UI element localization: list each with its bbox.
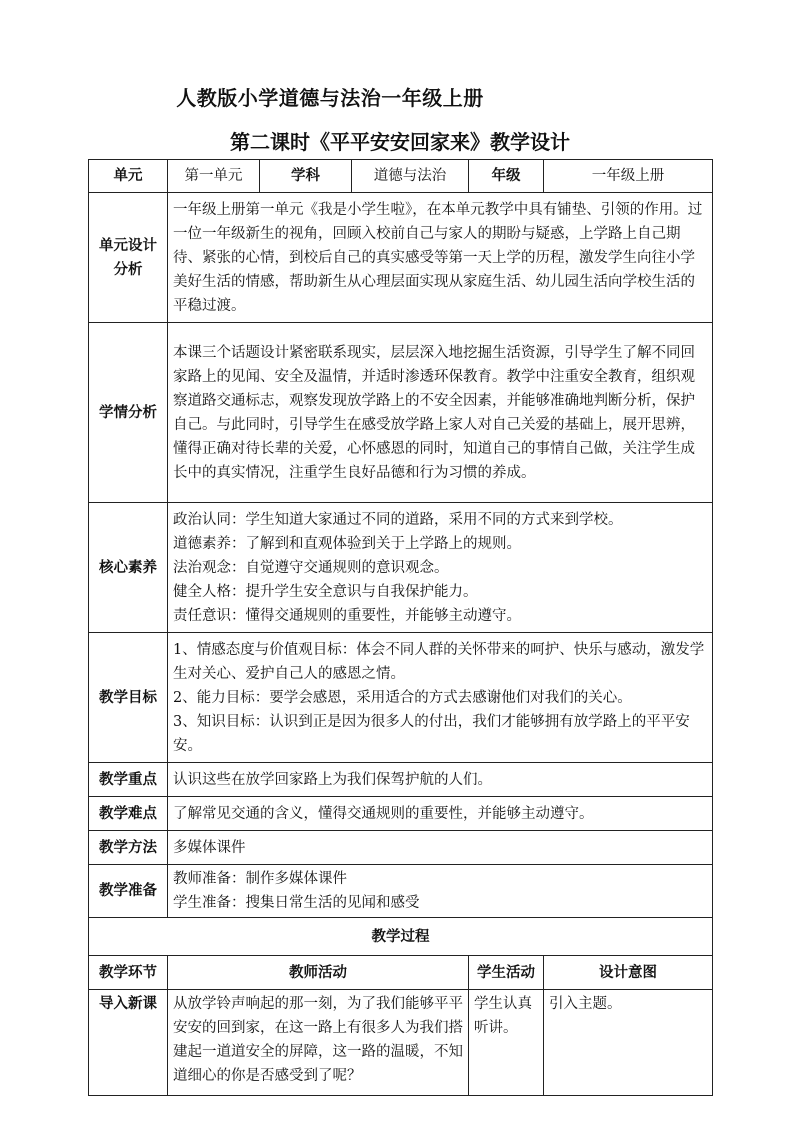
row-content [168,865,713,918]
process-row [89,990,713,1096]
row-label: 教学准备 [89,865,168,918]
row-line: 认识这些在放学回家路上为我们保驾护航的人们。 [173,771,492,788]
process-student: 学生认真听讲。 [469,990,544,1096]
grade-value: 一年级上册 [544,160,713,193]
unit-design-row [89,193,713,323]
row-line: 政治认同：学生知道大家通过不同的道路，采用不同的方式来到学校。 [173,511,623,528]
row-line: 道德素养：了解到和直观体验到关于上学路上的规则。 [173,535,521,552]
row-content [168,193,713,323]
process-teacher: 从放学铃声响起的那一刻，为了我们能够平平安安的回到家，在这一路上有很多人为我们搭建起一道道安全的屏障，这一路的温暖，不知道细心的你是否感受到了呢？ [168,990,469,1096]
row-content [168,323,713,503]
row-content [168,633,713,763]
unit-label: 单元 [89,160,168,193]
lesson-plan-table [88,159,713,1096]
process-title-row [89,918,713,956]
row-line: 本课三个话题设计紧密联系现实，层层深入地挖掘生活资源，引导学生了解不同回家路上的见闻、安全及温情，并适时渗透环保教育。教学中注重安全教育，组织观察道路交通标志，观察发现放学路上的不安全因素，并能够准确地判断分析，保护自己。与此同时，引导学生在感受放学路上家人对自己关爱的基础上，展开思辨，懂得正确对待长辈的关爱，心怀感恩的同时，知道自己的事情自己做，关注学生成长中的真实情况，注重学生良好品德和行为习惯的养成。 [173,344,695,481]
row-line: 学生准备：搜集日常生活的见闻和感受 [173,895,420,911]
process-intent: 引入主题。 [544,990,713,1096]
unit-value: 第一单元 [168,160,260,193]
row-line: 健全人格：提升学生安全意识与自我保护能力。 [173,583,478,600]
row-line: 了解常见交通的含义，懂得交通规则的重要性，并能够主动遵守。 [173,805,594,822]
process-header-student: 学生活动 [469,956,544,990]
teaching-goals-row [89,633,713,763]
grade-label: 年级 [469,160,544,193]
subject-value: 道德与法治 [352,160,469,193]
process-title: 教学过程 [89,918,713,956]
row-content [168,831,713,865]
process-header-teacher: 教师活动 [168,956,469,990]
lesson-title: 第二课时《平平安安回家来》教学设计 [230,130,570,154]
row-line: 责任意识：懂得交通规则的重要性，并能够主动遵守。 [173,607,521,624]
row-line: 1、情感态度与价值观目标：体会不同人群的关怀带来的呵护、快乐与感动，激发学生对关心、爱护自己人的感恩之情。 [173,641,705,682]
row-label: 单元设计分析 [89,193,168,323]
row-label: 教学难点 [89,797,168,831]
header-row [89,160,713,193]
process-header-intent: 设计意图 [544,956,713,990]
row-content [168,763,713,797]
row-label: 教学重点 [89,763,168,797]
process-stage: 导入新课 [89,990,168,1096]
difficulty-row [89,797,713,831]
document-title: 人教版小学道德与法治一年级上册 [176,86,484,110]
subject-label: 学科 [260,160,352,193]
key-point-row [89,763,713,797]
method-row [89,831,713,865]
preparation-row [89,865,713,918]
process-header-row [89,956,713,990]
learner-analysis-row [89,323,713,503]
row-line: 3、知识目标：认识到正是因为很多人的付出，我们才能够拥有放学路上的平平安安。 [173,713,690,754]
row-label: 核心素养 [89,503,168,633]
core-literacy-row [89,503,713,633]
row-content [168,503,713,633]
row-line: 一年级上册第一单元《我是小学生啦》，在本单元教学中具有铺垫、引领的作用。过一位一年级新生的视角，回顾入校前自己与家人的期盼与疑惑，上学路上自己期待、紧张的心情，到校后自己的真实感受等第一天上学的历程，激发学生向往小学美好生活的情感，帮助新生从心理层面实现从家庭生活、幼儿园生活向学校生活的平稳过渡。 [173,201,703,314]
row-content [168,797,713,831]
row-line: 法治观念：自觉遵守交通规则的意识观念。 [173,559,449,576]
row-line: 2、能力目标：要学会感恩，采用适合的方式去感谢他们对我们的关心。 [173,689,632,706]
row-label: 学情分析 [89,323,168,503]
row-line: 教师准备：制作多媒体课件 [173,871,347,887]
row-label: 教学方法 [89,831,168,865]
row-label: 教学目标 [89,633,168,763]
process-header-stage: 教学环节 [89,956,168,990]
row-line: 多媒体课件 [173,839,246,856]
